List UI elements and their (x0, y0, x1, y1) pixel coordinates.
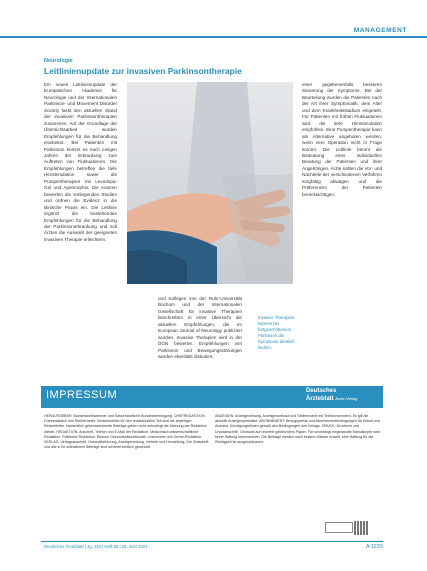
qr-code-icon (354, 521, 368, 535)
article-photo (127, 82, 293, 284)
photo-caption: Invasive Therapien können bei fortgeschrittenem Parkinson die Symptome deutlich lindern. (258, 315, 295, 350)
article-column-2: und Kollegen von der Ruhr-Universität Bochum und der Internationalen Gesellschaft für invasive Therapien beschreiben in einer Übersicht die aktuellen Empfehlungen, die im European Journal of Neurology publiziert wurden. Invasive Therapien wird in der DGN bewertet. Empfehlungen von Parkinson und Bewegungsstörungen werden ebenfalls diskutiert. (158, 296, 242, 360)
article-headline: Leitlinienupdate zur invasiven Parkinsontherapie (44, 66, 242, 76)
article-column-1: Ein neues Leitlinienupdate der Europäischen Akademie für Neurologie und der Internationalen Parkinson- und Movement Disorder Society fasst den aktuellen Stand der invasiven Parkinsontherapien zusammen. Auf der Grundlage der Übersichtsarbeit wurden Empfehlungen für die Behandlung erarbeitet. Bei Patienten mit Parkinson kommt es nach einigen Jahren der Erkrankung zum Auftreten von Fluktuationen. Die Empfehlungen betreffen die tiefe Hirnstimulation sowie die Pumpentherapien mit Levodopa-Gel und Apomorphin. Die Autoren bewerten die vorliegenden Studien und ordnen die Evidenz in die klinische Praxis ein. Die Leitlinie ergänzt die bestehenden Empfehlungen für die Behandlung der Parkinsonerkrankung und soll Ärzten die Auswahl der geeigneten invasiven Therapie erleichtern. (44, 82, 117, 242)
article-kicker: Neurologie (44, 58, 73, 64)
article-column-3: einer gegebenenfalls besseren Steuerung der Symptome. Bei der Beurteilung wurden die Patienten nach der Art ihrer Symptomatik, dem Alter und dem Krankheitsstadium eingeteilt. Für Patienten mit frühen Fluktuationen wird die tiefe Hirnstimulation empfohlen. Eine Pumpentherapie kann als Alternative angeboten werden, wenn eine Operation nicht in Frage kommt. Die Leitlinie betont die Bedeutung einer individuellen Beratung der Patienten und ihrer Angehörigen. Ärzte sollten die Vor- und Nachteile der verschiedenen Verfahren sorgfältig abwägen und die Präferenzen der Patienten berücksichtigen. (302, 82, 382, 197)
impressum-column-2: ANZEIGEN: Anzeigenleitung, Anzeigenverkauf und Stellenmarkt mit Telefonnummern. Es gilt die aktuelle Anzeigenpreisliste. ABONNEMENT: Bezugspreise und Abonnementbedingungen für Inland und Ausland. Kündigungsfristen gemäß den Bedingungen des Verlags. DRUCK: Druckerei und Druckanschrift. Gedruckt auf chlorfrei gebleichtem Papier. Für unverlangt eingesandte Manuskripte wird keine Haftung übernommen. Die Beiträge werden nach bestem Wissen erstellt, eine Haftung für die Richtigkeit ist ausgeschlossen. (215, 414, 380, 445)
publisher-logo (306, 388, 357, 403)
footer-rule (41, 541, 383, 542)
section-label: MANAGEMENT (353, 27, 407, 34)
brand-sub: Ärzte-Verlag (335, 396, 358, 401)
section-rule (0, 36, 427, 38)
footer-citation: Deutsches Ärzteblatt | Jg. 118 | Heft 25 | 25. Juni 2021 (44, 544, 148, 549)
page-number: A 1233 (365, 544, 383, 550)
impressum-title: IMPRESSUM (46, 389, 118, 401)
certification-logo (325, 522, 353, 533)
brand-line-2: Ärzteblatt (306, 396, 334, 402)
hand-photo-icon (127, 82, 293, 284)
impressum-column-1: HERAUSGEBER: Bundesärztekammer und Kassenärztliche Bundesvereinigung. CHEFREDAKTION: Chefredakteur und Stellvertreter. Verantwortlich für den redaktionellen Teil sind die jeweiligen Ressortleiter. Namentlich gekennzeichnete Beiträge geben nicht unbedingt die Meinung der Redaktion wieder. REDAKTION: Anschrift, Telefon und E-Mail der Redaktion. Medizinisch-wissenschaftliche Redaktion. Politische Redaktion. Ressort Gesundheitswirtschaft. Leserbriefe und Online-Redaktion. VERLAG: Verlagsanschrift, Geschäftsführung, Anzeigenleitung, Vertrieb und Herstellung. Die Zeitschrift und alle in ihr enthaltenen Beiträge sind urheberrechtlich geschützt. (44, 414, 209, 450)
brand-line-1: Deutsches (306, 388, 337, 394)
